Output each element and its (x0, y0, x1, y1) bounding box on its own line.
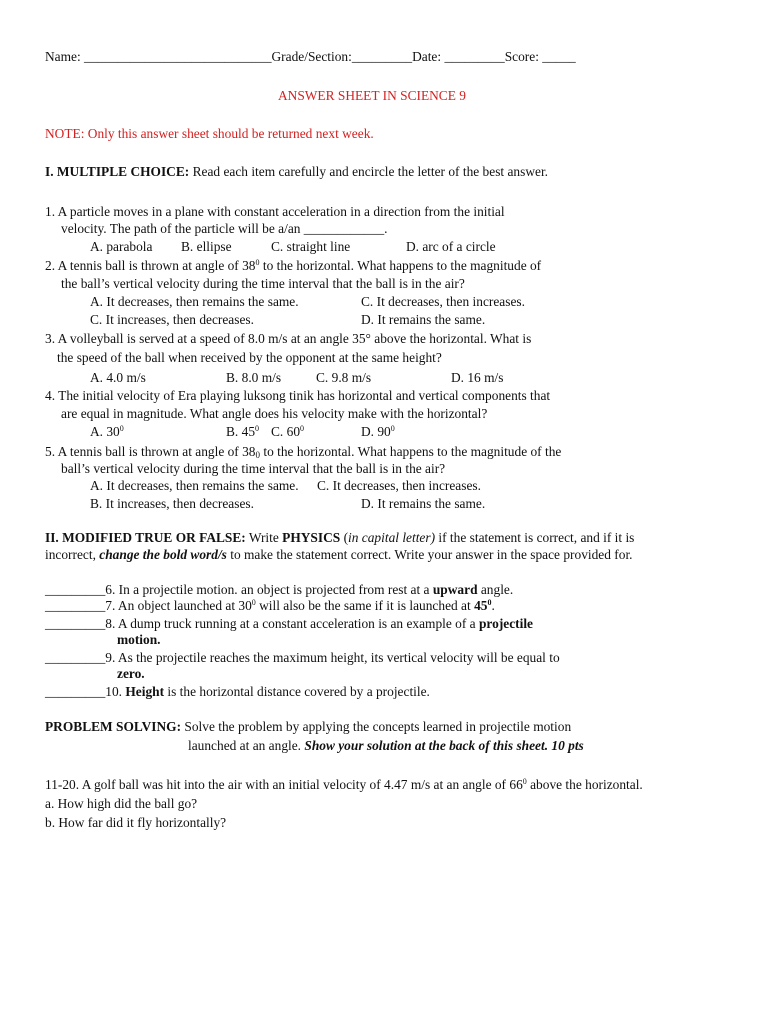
name-field[interactable]: Name: ____________________________ (45, 49, 272, 64)
q8-answer-blank[interactable]: _________ (45, 616, 106, 631)
part2-text-4: incorrect, (45, 547, 100, 562)
q4-option-d[interactable] (361, 423, 395, 441)
problem-degree-sup: 0 (522, 777, 527, 786)
q9-answer-blank[interactable]: _________ (45, 650, 106, 665)
q4-option-a-sup: 0 (119, 424, 124, 433)
q8-item (45, 615, 533, 633)
q7-bold-word: 45 (474, 598, 488, 613)
q6-item (45, 581, 513, 599)
part1-instruction: Read each item carefully and encircle the letter of the best answer. (189, 164, 549, 179)
q4-option-b-text: B. 45 (226, 424, 256, 439)
part2-text-5: to make the statement correct. Write your answer in the space provided for. (226, 547, 633, 562)
q8-text: 8. A dump truck running at a constant acceleration is an example of a (105, 616, 479, 631)
problem-question-a: a. How high did the ball go? (45, 796, 198, 811)
q10-answer-blank[interactable]: _________ (45, 684, 106, 699)
q2-degree-sup: 0 (255, 258, 260, 267)
q3-option-a[interactable]: A. 4.0 m/s (90, 370, 146, 385)
part1-heading: I. MULTIPLE CHOICE: (45, 164, 190, 179)
problem-statement (45, 776, 643, 794)
part3-text-2: launched at an angle. (188, 738, 305, 753)
part2-physics-word: PHYSICS (282, 530, 341, 545)
q1-option-c[interactable]: C. straight line (271, 239, 351, 254)
part1-heading-line (45, 163, 548, 181)
q7-item (45, 597, 495, 615)
q2-option-b[interactable]: C. It increases, then decreases. (90, 312, 254, 327)
q6-text-end: angle. (480, 582, 514, 597)
q4-stem-line2: are equal in magnitude. What angle does his velocity make with the horizontal? (61, 406, 488, 421)
part2-heading: II. MODIFIED TRUE OR FALSE: (45, 530, 246, 545)
q2-stem-text-end: to the horizontal. What happens to the magnitude of (259, 258, 542, 273)
q4-option-d-text: D. 90 (361, 424, 391, 439)
q9-text: 9. As the projectile reaches the maximum height, its vertical velocity will be equal to (105, 650, 560, 665)
q10-text: 10. (105, 684, 126, 699)
q5-stem-text: 5. A tennis ball is thrown at angle of 38 (45, 444, 256, 459)
q2-stem-line2: the ball’s vertical velocity during the time interval that the ball is in the air? (61, 276, 465, 291)
q2-stem-line1 (45, 257, 541, 275)
q10-text-end: is the horizontal distance covered by a projectile. (164, 684, 430, 699)
part3-instruction-line1 (45, 718, 571, 736)
q1-option-a[interactable]: A. parabola (90, 239, 153, 254)
part3-show-solution-note: Show your solution at the back of this sheet. 10 pts (304, 738, 584, 753)
problem-question-b: b. How far did it fly horizontally? (45, 815, 227, 830)
q4-option-c-text: C. 60 (271, 424, 301, 439)
q7-text: 7. An object launched at 30 (105, 598, 252, 613)
q8-bold-word-2: motion. (117, 632, 161, 647)
q5-degree-sub: 0 (255, 450, 261, 460)
q2-option-c[interactable]: C. It decreases, then increases. (361, 294, 525, 309)
q3-stem-line1: 3. A volleyball is served at a speed of 8.0 m/s at an angle 35° above the horizontal. What is (45, 331, 532, 346)
q3-stem-line2: the speed of the ball when received by the opponent at the same height? (57, 350, 442, 365)
q5-option-a[interactable]: A. It decreases, then remains the same. (90, 478, 299, 493)
q4-option-a[interactable] (90, 423, 124, 441)
part3-heading: PROBLEM SOLVING: (45, 719, 182, 734)
q1-option-b[interactable]: B. ellipse (181, 239, 232, 254)
part2-instruction-line2 (45, 546, 633, 564)
q5-option-c[interactable]: C. It decreases, then increases. (317, 478, 481, 493)
q4-option-b[interactable] (226, 423, 259, 441)
header-line (45, 48, 576, 66)
q4-option-a-text: A. 30 (90, 424, 120, 439)
problem-text: 11-20. A golf ball was hit into the air with an initial velocity of 4.47 m/s at an angle of 66 (45, 777, 523, 792)
q7-text-mid: will also be the same if it is launched at (255, 598, 475, 613)
q7-answer-blank[interactable]: _________ (45, 598, 106, 613)
q1-stem-line1: 1. A particle moves in a plane with constant acceleration in a direction from the initial (45, 204, 505, 219)
part2-text-1: Write (245, 530, 283, 545)
q5-stem-line2: ball’s vertical velocity during the time interval that the ball is in the air? (61, 461, 446, 476)
q6-bold-word: upward (432, 582, 481, 597)
grade-section-field[interactable]: Grade/Section:_________ (271, 49, 413, 64)
part2-capital-note: in capital letter) (348, 530, 436, 545)
q7-degree-sup: 0 (251, 598, 256, 607)
q4-stem-line1: 4. The initial velocity of Era playing luksong tinik has horizontal and vertical components that (45, 388, 551, 403)
score-field[interactable]: Score: _____ (504, 49, 576, 64)
q2-option-d[interactable]: D. It remains the same. (361, 312, 486, 327)
part3-instruction-line2 (188, 737, 584, 755)
q2-stem-text: 2. A tennis ball is thrown at angle of 38 (45, 258, 256, 273)
q3-option-d[interactable]: D. 16 m/s (451, 370, 504, 385)
q4-option-d-sup: 0 (390, 424, 395, 433)
part2-instruction-line1 (45, 529, 634, 547)
problem-text-end: above the horizontal. (526, 777, 643, 792)
q9-item (45, 649, 560, 667)
q3-option-b[interactable]: B. 8.0 m/s (226, 370, 282, 385)
sheet-title: ANSWER SHEET IN SCIENCE 9 (278, 88, 466, 103)
part3-text-1: Solve the problem by applying the concepts learned in projectile motion (181, 719, 572, 734)
q6-text: 6. In a projectile motion. an object is projected from rest at a (105, 582, 433, 597)
q10-item (45, 683, 430, 701)
q1-option-d[interactable]: D. arc of a circle (406, 239, 496, 254)
q5-option-d[interactable]: D. It remains the same. (361, 496, 486, 511)
q6-answer-blank[interactable]: _________ (45, 582, 106, 597)
part2-change-note: change the bold word/s (99, 547, 227, 562)
q1-stem-line2: velocity. The path of the particle will be a/an ____________. (61, 221, 388, 236)
q7-text-end: . (491, 598, 495, 613)
q9-bold-word: zero. (117, 666, 145, 681)
q4-option-b-sup: 0 (255, 424, 260, 433)
note: NOTE: Only this answer sheet should be returned next week. (45, 126, 374, 141)
q4-option-c-sup: 0 (300, 424, 305, 433)
part2-text-3: if the statement is correct, and if it is (435, 530, 635, 545)
q7-bold-degree-sup: 0 (487, 598, 492, 607)
q4-option-c[interactable] (271, 423, 304, 441)
q5-stem-text-end: to the horizontal. What happens to the magnitude of the (260, 444, 562, 459)
date-field[interactable]: Date: _________ (412, 49, 505, 64)
q2-option-a[interactable]: A. It decreases, then remains the same. (90, 294, 299, 309)
part2-text-2: ( (340, 530, 349, 545)
q10-bold-word: Height (125, 684, 165, 699)
q3-option-c[interactable]: C. 9.8 m/s (316, 370, 372, 385)
q8-bold-word: projectile (478, 616, 534, 631)
q5-option-b[interactable]: B. It increases, then decreases. (90, 496, 254, 511)
